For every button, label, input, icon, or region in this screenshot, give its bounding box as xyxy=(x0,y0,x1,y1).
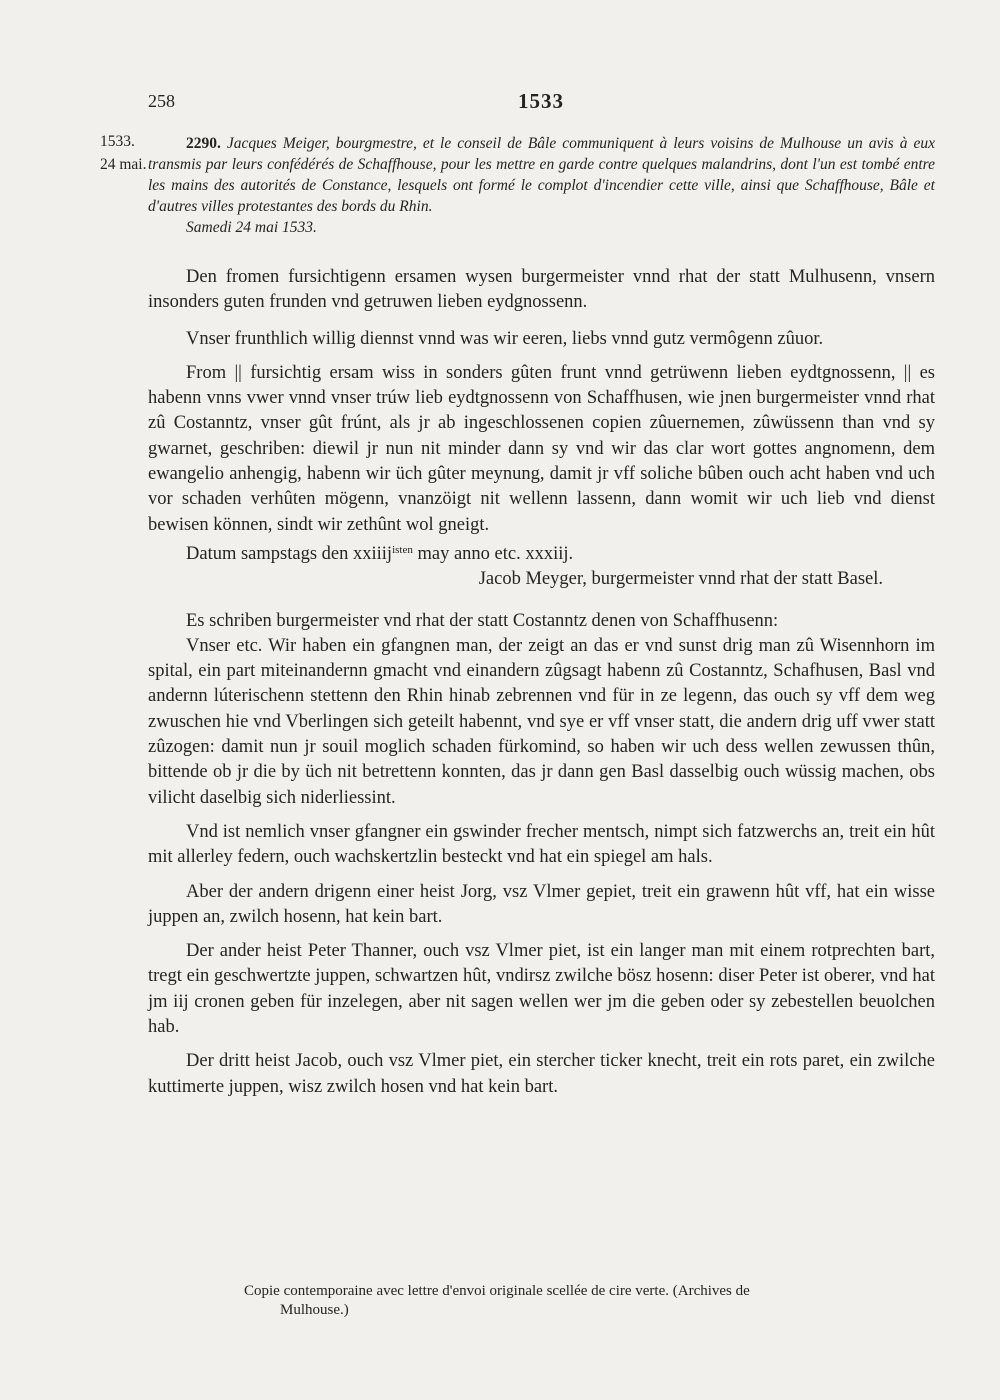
letter-signature: Jacob Meyger, burgermeister vnnd rhat der statt Basel. xyxy=(478,569,883,590)
enclosure-paragraph: Der dritt heist Jacob, ouch vsz Vlmer piet, ein stercher ticker knecht, treit ein rots paret, ein zwilche kuttimerte juppen, wisz zwilch hosen vnd hat kein bart. xyxy=(148,1051,935,1097)
footnote xyxy=(148,1282,935,1320)
regest-dateline: Samedi 24 mai 1533. xyxy=(186,219,317,236)
margin-date: 24 mai. xyxy=(100,156,147,173)
letter-address: Den fromen fursichtigenn ersamen wysen burgermeister vnnd rhat der statt Mulhusenn, vnsern insonders guten frunden vnd getruwen lieben eydgnossenn. xyxy=(148,267,935,313)
enclosure-paragraph: Aber der andern drigenn einer heist Jorg, vsz Vlmer gepiet, treit ein grawenn hût vff, hat ein wisse juppen an, zwilch hosenn, hat kein bart. xyxy=(148,881,935,927)
enclosure-paragraph: Vnser etc. Wir haben ein gfangnen man, der zeigt an das er vnd sunst drig man zû Wisennhorn im spital, ein part miteinandernn gmacht vnd einandern zûgsagt habenn zû Costanntz, Schafhusen, Basl vnd andernn lúterischenn stettenn den Rhin hinab zebrennen vnd für in ze legenn, das ouch sy vff dem weg zwuschen hie vnd Vberlingen sich geteilt habennt, vnd sye er vff vnser statt, die andern drig uff vwer statt zûzogen: damit nun jr souil moglich schaden fürkomind, so haben wir uch dess wellen zewussen thûn, bittende ob jr die by üch nit betrettenn konnten, das jr dann gen Basl dasselbig ouch wüssig machen, obs vilicht daselbig sich niderliessint. xyxy=(148,635,935,808)
regest xyxy=(148,133,935,238)
margin-year: 1533. xyxy=(100,133,135,150)
page-number: 258 xyxy=(148,91,175,111)
enclosure-intro: Es schriben burgermeister vnd rhat der statt Costanntz denen von Schaffhusenn: xyxy=(186,610,779,631)
running-head-year: 1533 xyxy=(518,89,564,113)
enclosure-paragraph: Der ander heist Peter Thanner, ouch vsz Vlmer piet, ist ein langer man mit einem rotprechten bart, tregt ein geschwertzte juppen, schwartzen hût, vndirsz zwilche bösz hosenn: diser Peter ist oberer, vnd hat jm iij cronen geben für inzelegen, aber nit sagen wellen wer jm die geben oder sy zebestellen beuolchen hab. xyxy=(148,941,935,1038)
letter-date: Datum sampstags den xxiiij$^{isten}$ may anno etc. xxxiij. xyxy=(186,543,574,564)
letter-greeting: Vnser frunthlich willig diennst vnnd was wir eeren, liebs vnnd gutz vermôgenn zûuor. xyxy=(186,328,824,349)
letter-text: From || fursichtig ersam wiss in sonders gûten frunt vnnd getrüwenn lieben eydtgnossenn, || es habenn vnns vwer vnnd vnser trúw lieb eydtgnossenn von Schaffhusen, wie jnen burgermeister vnnd rhat zû Costanntz, vnser gût frúnt, als jr ab ingeschlossenen copien zûuernemen, zûwüssenn than vnd sy gwarnet, geschriben: diewil jr nun nit minder dann sy vnd wir das clar wort gottes angnomenn, dem ewangelio anhengig, habenn wir üch gûter meynung, damit jr vff soliche bûben ouch acht haben vnd uch vor schaden verhûten mögenn, vnanzöigt nit wellenn lassenn, dann womit wir uch lieb vnd dienst bewisen können, sindt wir zethûnt wol gneigt. xyxy=(148,362,935,535)
footnote-line: Mulhouse.) xyxy=(280,1302,349,1318)
document-number: 2290. xyxy=(186,135,221,152)
regest-summary: Jacques Meiger, bourgmestre, et le conseil de Bâle communiquent à leurs voisins de Mulhouse un avis à eux transmis par leurs confédérés de Schaffhouse, pour les mettre en garde contre quelques malandrins, dont l'un est tombé entre les mains des autorités de Constance, lesquels ont formé le complot d'incendier cette ville, ainsi que Schaffhouse, Bâle et d'autres villes protestantes des bords du Rhin. xyxy=(148,135,935,215)
date-superscript: isten xyxy=(392,543,413,556)
letter-body xyxy=(148,265,935,1100)
footnote-line: Copie contemporaine avec lettre d'envoi originale scellée de cire verte. (Archives de xyxy=(244,1283,750,1299)
enclosure-paragraph: Vnd ist nemlich vnser gfangner ein gswinder frecher mentsch, nimpt sich fatzwerchs an, treit ein hût mit allerley federn, ouch wachskertzlin besteckt vnd hat ein spiegel am hals. xyxy=(148,821,935,868)
